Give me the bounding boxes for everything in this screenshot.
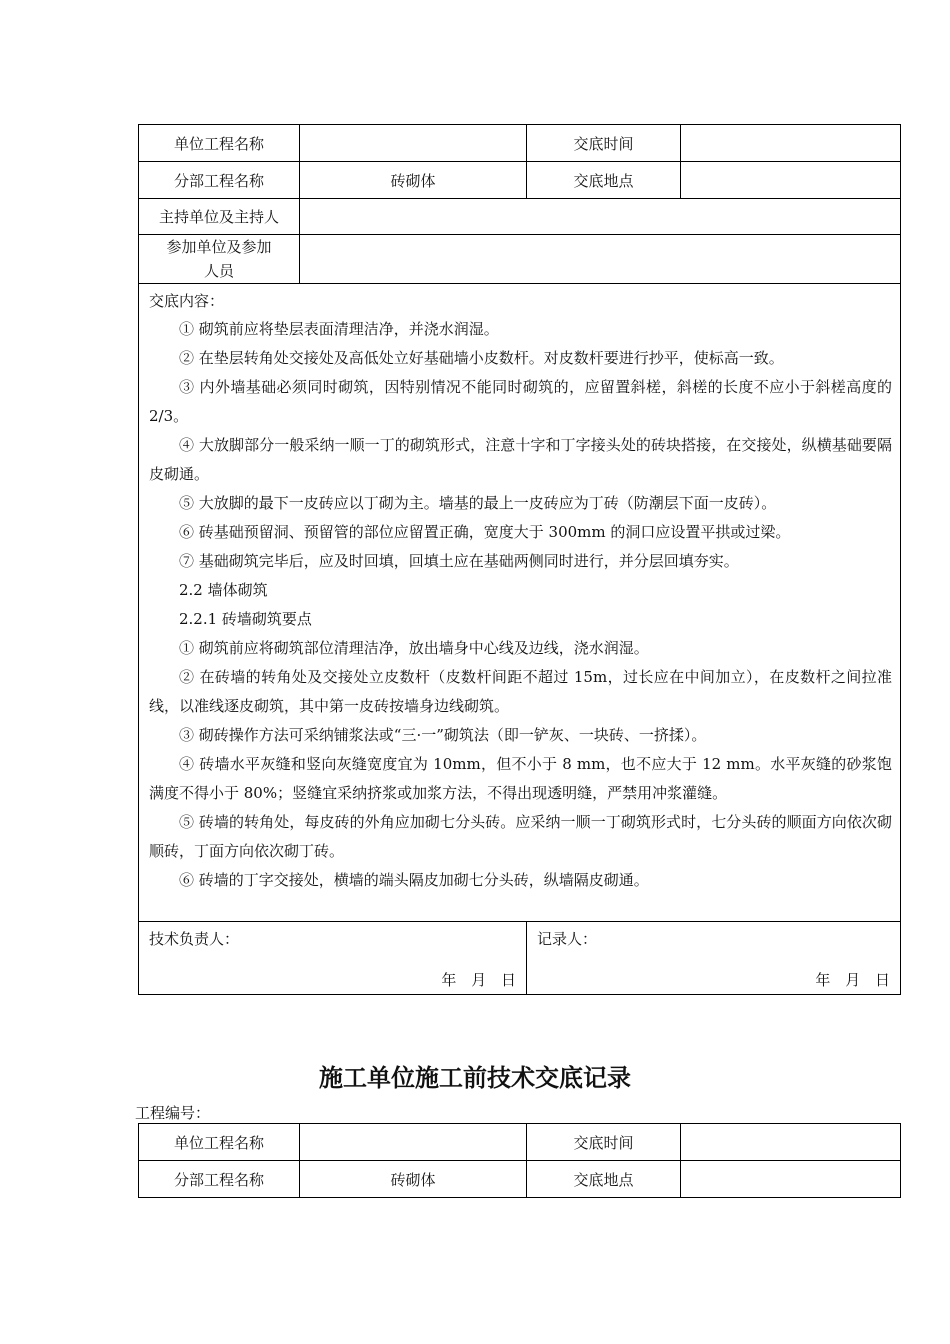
- date-day: 日: [874, 971, 890, 989]
- content-title: 交底内容：: [149, 292, 225, 310]
- handover-time-field[interactable]: [681, 125, 901, 162]
- participants-label-line2: 人员: [203, 262, 234, 280]
- tech-lead-label: 技术负责人：: [149, 930, 240, 948]
- handover-table-2: [138, 1123, 901, 1198]
- handover-place-label: 交底地点: [527, 1161, 681, 1198]
- content-paragraph: ② 在砖墙的转角处及交接处立皮数杆（皮数杆间距不超过 15m，过长应在中间加立），在皮数杆之间拉准线，以准线逐皮砌筑，其中第一皮砖按墙身边线砌筑。: [149, 668, 892, 715]
- handover-table-1: [138, 124, 901, 995]
- participants-label: [139, 235, 300, 284]
- content-paragraph: ⑦ 基础砌筑完毕后，应及时回填，回填土应在基础两侧同时进行，并分层回填夯实。: [179, 552, 739, 570]
- unit-project-field[interactable]: [300, 1124, 527, 1161]
- content-paragraph: ④ 大放脚部分一般采纳一顺一丁的砌筑形式，注意十字和丁字接头处的砖块搭接，在交接处，纵横基础要隔皮砌通。: [149, 436, 892, 483]
- host-field[interactable]: [300, 199, 901, 235]
- subsection-heading: 2.2.1 砖墙砌筑要点: [179, 610, 312, 628]
- date-year: 年: [441, 971, 457, 989]
- sub-project-field[interactable]: 砖砌体: [300, 1161, 527, 1198]
- document-title: 施工单位施工前技术交底记录: [319, 1064, 631, 1092]
- recorder-label: 记录人：: [537, 930, 598, 948]
- content-paragraph: ⑥ 砖墙的丁字交接处，横墙的端头隔皮加砌七分头砖，纵墙隔皮砌通。: [179, 871, 649, 889]
- content-paragraph: ③ 内外墙基础必须同时砌筑，因特别情况不能同时砌筑的，应留置斜槎，斜槎的长度不应小于斜槎高度的 2/3。: [149, 378, 892, 425]
- handover-time-field[interactable]: [681, 1124, 901, 1161]
- tech-lead-sign-cell[interactable]: [139, 922, 527, 995]
- project-number-label: 工程编号：: [135, 1104, 211, 1122]
- content-paragraph: ⑥ 砖基础预留洞、预留管的部位应留置正确，宽度大于 300mm 的洞口应设置平拱或过梁。: [179, 523, 791, 541]
- sub-project-field[interactable]: 砖砌体: [300, 162, 527, 199]
- unit-project-label: 单位工程名称: [139, 1124, 300, 1161]
- date-day: 日: [500, 971, 516, 989]
- content-paragraph: ③ 砌砖操作方法可采纳铺浆法或“三·一”砌筑法（即一铲灰、一块砖、一挤揉）。: [179, 726, 707, 744]
- handover-place-field[interactable]: [681, 1161, 901, 1198]
- participants-label-line1: 参加单位及参加: [166, 238, 272, 256]
- content-paragraph: ① 砌筑前应将垫层表面清理洁净，并浇水润湿。: [179, 320, 499, 338]
- content-paragraph: ⑤ 大放脚的最下一皮砖应以丁砌为主。墙基的最上一皮砖应为丁砖（防潮层下面一皮砖）。: [179, 494, 777, 512]
- section-heading: 2.2 墙体砌筑: [179, 581, 268, 599]
- content-paragraph: ⑤ 砖墙的转角处，每皮砖的外角应加砌七分头砖。应采纳一顺一丁砌筑形式时，七分头砖的顺面方向依次砌顺砖，丁面方向依次砌丁砖。: [149, 813, 892, 860]
- content-paragraph: ① 砌筑前应将砌筑部位清理洁净，放出墙身中心线及边线，浇水润湿。: [179, 639, 649, 657]
- content-paragraph: ④ 砖墙水平灰缝和竖向灰缝宽度宜为 10mm，但不小于 8 mm，也不应大于 12 mm。水平灰缝的砂浆饱满度不得小于 80%；竖缝宜采纳挤浆或加浆方法，不得出现透明缝，严禁用冲浆灌缝。: [149, 755, 892, 802]
- handover-time-label: 交底时间: [527, 125, 681, 162]
- recorder-date: [815, 969, 890, 990]
- sub-project-label: 分部工程名称: [139, 162, 300, 199]
- participants-field[interactable]: [300, 235, 901, 284]
- tech-lead-date: [441, 969, 516, 990]
- sub-project-label: 分部工程名称: [139, 1161, 300, 1198]
- content-paragraph: ② 在垫层转角处交接处及高低处立好基础墙小皮数杆。对皮数杆要进行抄平，使标高一致。: [179, 349, 784, 367]
- date-year: 年: [815, 971, 831, 989]
- date-month: 月: [471, 971, 487, 989]
- unit-project-field[interactable]: [300, 125, 527, 162]
- recorder-sign-cell[interactable]: [527, 922, 901, 995]
- handover-place-label: 交底地点: [527, 162, 681, 199]
- unit-project-label: 单位工程名称: [139, 125, 300, 162]
- host-label: 主持单位及主持人: [139, 199, 300, 235]
- handover-content-cell: [139, 284, 901, 922]
- handover-place-field[interactable]: [681, 162, 901, 199]
- handover-time-label: 交底时间: [527, 1124, 681, 1161]
- date-month: 月: [845, 971, 861, 989]
